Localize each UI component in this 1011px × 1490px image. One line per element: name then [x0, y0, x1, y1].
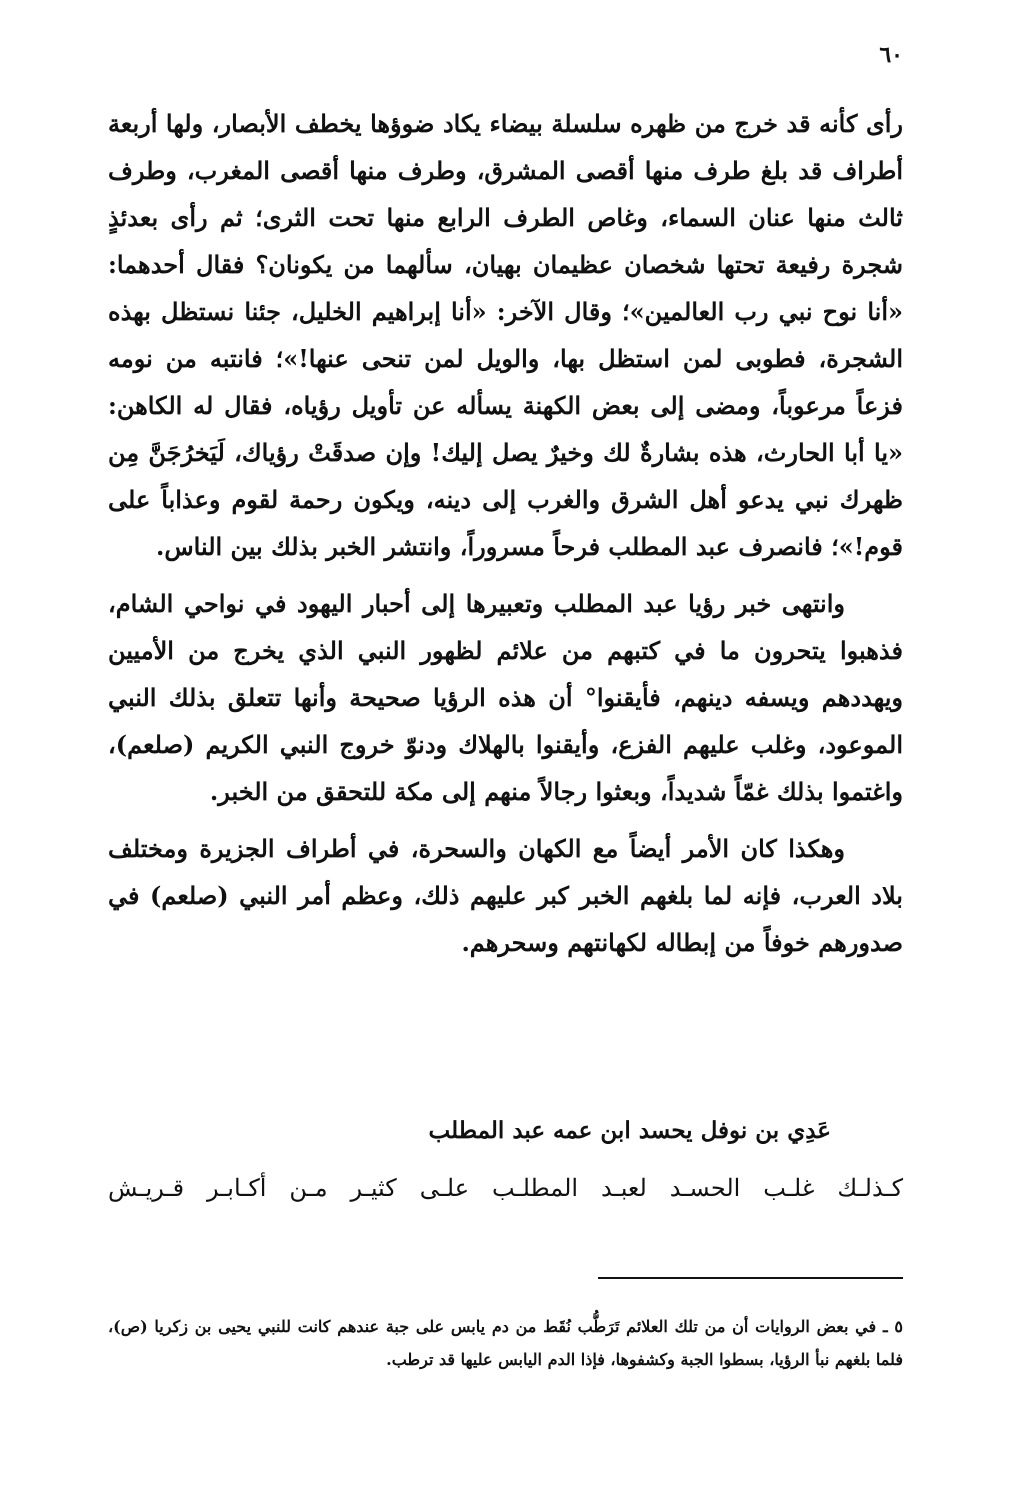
page-number: ٦٠ — [879, 42, 903, 68]
footnotes — [108, 1310, 903, 1376]
body-text — [108, 100, 903, 966]
paragraph: وهكذا كان الأمر أيضاً مع الكهان والسحرة، في أطراف الجزيرة ومختلف بلاد العرب، فإنه لما بلغهم الخبر كبر عليهم ذلك، وعظم أمر النبي (صلعم) في صدورهم خوفاً من إبطاله لكهانتهم وسحرهم. — [108, 834, 903, 957]
footnote: ٥ ـ في بعض الروايات أن من تلك العلائم تَرَطُّب نُقَط من دم يابس على جبة عندهم كانت للنبي يحيى بن زكريا (ص)، فلما بلغهم نبأ الرؤيا، بسطوا الجبة وكشفوها، فإذا الدم اليابس عليها قد ترطب. — [108, 1317, 903, 1369]
paragraph: رأى كأنه قد خرج من ظهره سلسلة بيضاء يكاد ضوؤها يخطف الأبصار، ولها أربعة أطراف قد بلغ طرف منها أقصى المشرق، وطرف منها أقصى المغرب، وطرف ثالث منها عنان السماء، وغاص الطرف الرابع منها تحت الثرى؛ ثم رأى بعدئذٍ شجرة رفيعة تحتها شخصان عظيمان بهيان، سألهما من يكونان؟ فقال أحدهما: «أنا نوح نبي رب العالمين»؛ وقال الآخر: «أنا إبراهيم الخليل، جئنا نستظل بهذه الشجرة، فطوبى لمن استظل بها، والويل لمن تنحى عنها!»؛ فانتبه من نومه فزعاً مرعوباً، ومضى إلى بعض الكهنة يسأله عن تأويل رؤياه، فقال له الكاهن: «يا أبا الحارث، هذه بشارةٌ لك وخيرٌ يصل إليك! وإن صدقَتْ رؤياك، لَيَخرُجَنَّ مِن ظهرك نبي يدعو أهل الشرق والغرب إلى دينه، ويكون رحمة لقوم وعذاباً على قوم!»؛ فانصرف عبد المطلب فرحاً مسروراً، وانتشر الخبر بذلك بين الناس. — [108, 109, 903, 561]
section-first-line: كـذلـك غلـب الحسـد لعبـد المطلـب علـى كثيـر مـن أكـابـر قـريـش — [108, 1174, 903, 1202]
footnote-divider — [598, 1277, 903, 1279]
section-heading: عَدِي بن نوفل يحسد ابن عمه عبد المطلب — [428, 1117, 831, 1144]
paragraph: وانتهى خبر رؤيا عبد المطلب وتعبيرها إلى أحبار اليهود في نواحي الشام، فذهبوا يتحرون ما في كتبهم من علائم لظهور النبي الذي يخرج من الأميين ويهددهم ويسفه دينهم، فأيقنوا° أن هذه الرؤيا صحيحة وأنها تتعلق بذلك النبي الموعود، وغلب عليهم الفزع، وأيقنوا بالهلاك ودنوّ خروج النبي الكريم (صلعم)، واغتموا بذلك غمّاً شديداً، وبعثوا رجالاً منهم إلى مكة للتحقق من الخبر. — [108, 589, 903, 806]
